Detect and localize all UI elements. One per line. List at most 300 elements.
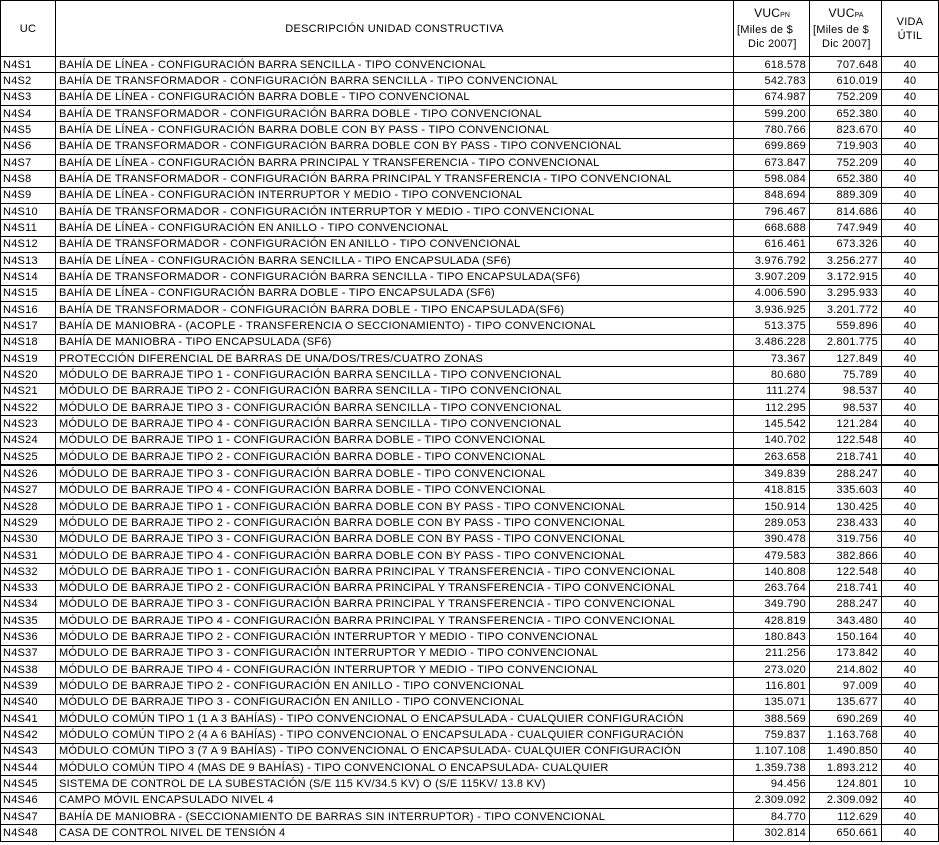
table-row (1, 694, 939, 710)
cell-uc: N4S19 (1, 350, 56, 366)
cell-vuc-pa: 238.433 (810, 515, 882, 531)
cell-descripcion: BAHÍA DE MANIOBRA - (SECCIONAMIENTO DE BARRAS SIN INTERRUPTOR) - TIPO CONVENCIONAL (56, 809, 734, 825)
cell-vida-util: 40 (882, 269, 939, 285)
cell-vuc-pa: 823.670 (810, 122, 882, 138)
header-vuc-pn-line2: [Miles de $ (737, 24, 793, 36)
table-body (1, 57, 939, 842)
cell-vida-util: 40 (882, 629, 939, 645)
table-row (1, 711, 939, 727)
cell-uc: N4S27 (1, 482, 56, 498)
cell-vuc-pn: 674.987 (734, 89, 810, 105)
table-row (1, 73, 939, 89)
cell-vuc-pn: 263.764 (734, 580, 810, 596)
table-row (1, 383, 939, 399)
cell-vuc-pn: 796.467 (734, 203, 810, 219)
cell-vida-util: 40 (882, 694, 939, 710)
table-row (1, 596, 939, 612)
cell-descripcion: MÓDULO DE BARRAJE TIPO 2 - CONFIGURACIÓN BARRA SENCILLA - TIPO CONVENCIONAL (56, 383, 734, 399)
table-row (1, 629, 939, 645)
cell-vuc-pn: 263.658 (734, 448, 810, 465)
header-vida-util (882, 1, 939, 57)
cell-vuc-pn: 111.274 (734, 383, 810, 399)
cell-descripcion: BAHÍA DE TRANSFORMADOR - CONFIGURACIÓN BARRA PRINCIPAL Y TRANSFERENCIA - TIPO CONVENCIONAL (56, 171, 734, 187)
cell-uc: N4S1 (1, 57, 56, 73)
cell-descripcion: MÓDULO DE BARRAJE TIPO 3 - CONFIGURACIÓN BARRA SENCILLA - TIPO CONVENCIONAL (56, 399, 734, 415)
cell-descripcion: MÓDULO DE BARRAJE TIPO 2 - CONFIGURACIÓN BARRA DOBLE CON BY PASS - TIPO CONVENCIONAL (56, 515, 734, 531)
cell-uc: N4S45 (1, 776, 56, 792)
cell-vuc-pn: 390.478 (734, 531, 810, 547)
cell-vuc-pn: 3.936.925 (734, 301, 810, 317)
cell-vida-util: 40 (882, 122, 939, 138)
cell-vida-util: 40 (882, 334, 939, 350)
cell-descripcion: BAHÍA DE TRANSFORMADOR - CONFIGURACIÓN BARRA SENCILLA - TIPO CONVENCIONAL (56, 73, 734, 89)
cell-vuc-pn: 140.702 (734, 432, 810, 448)
cell-uc: N4S8 (1, 171, 56, 187)
table-row (1, 252, 939, 268)
header-vuc-pa-line3: Dic 2007] (822, 38, 871, 50)
header-uc: UC (1, 1, 56, 57)
cell-uc: N4S25 (1, 448, 56, 465)
cell-descripcion: BAHÍA DE TRANSFORMADOR - CONFIGURACIÓN BARRA DOBLE - TIPO CONVENCIONAL (56, 105, 734, 121)
cell-descripcion: BAHÍA DE TRANSFORMADOR - CONFIGURACIÓN EN ANILLO - TIPO CONVENCIONAL (56, 236, 734, 252)
cell-uc: N4S24 (1, 432, 56, 448)
table-row (1, 645, 939, 661)
cell-uc: N4S28 (1, 498, 56, 514)
cell-vuc-pn: 542.783 (734, 73, 810, 89)
cell-vuc-pa: 173.842 (810, 645, 882, 661)
cell-uc: N4S17 (1, 318, 56, 334)
cell-vuc-pa: 652.380 (810, 105, 882, 121)
cell-uc: N4S10 (1, 203, 56, 219)
cell-descripcion: MÓDULO DE BARRAJE TIPO 4 - CONFIGURACIÓN BARRA DOBLE - TIPO CONVENCIONAL (56, 482, 734, 498)
cell-descripcion: MÓDULO DE BARRAJE TIPO 2 - CONFIGURACIÓN BARRA DOBLE - TIPO CONVENCIONAL (56, 448, 734, 465)
cell-vida-util: 40 (882, 432, 939, 448)
cell-vida-util: 40 (882, 416, 939, 432)
table-row (1, 482, 939, 498)
cell-descripcion: BAHÍA DE LÍNEA - CONFIGURACIÓN BARRA DOBLE - TIPO ENCAPSULADA (SF6) (56, 285, 734, 301)
cell-vuc-pa: 559.896 (810, 318, 882, 334)
cell-vuc-pn: 73.367 (734, 350, 810, 366)
cell-vuc-pa: 3.201.772 (810, 301, 882, 317)
cell-vuc-pn: 3.976.792 (734, 252, 810, 268)
cell-descripcion: MÓDULO DE BARRAJE TIPO 4 - CONFIGURACIÓN BARRA SENCILLA - TIPO CONVENCIONAL (56, 416, 734, 432)
cell-uc: N4S21 (1, 383, 56, 399)
cell-uc: N4S20 (1, 367, 56, 383)
cell-descripcion: MÓDULO DE BARRAJE TIPO 4 - CONFIGURACIÓN BARRA PRINCIPAL Y TRANSFERENCIA - TIPO CONVENCIONAL (56, 613, 734, 629)
header-vuc-pn-line3: Dic 2007] (748, 38, 797, 50)
cell-uc: N4S14 (1, 269, 56, 285)
cell-descripcion: MÓDULO DE BARRAJE TIPO 1 - CONFIGURACIÓN BARRA SENCILLA - TIPO CONVENCIONAL (56, 367, 734, 383)
cell-vida-util: 40 (882, 613, 939, 629)
cell-uc: N4S30 (1, 531, 56, 547)
table-row (1, 809, 939, 825)
cell-vida-util: 40 (882, 350, 939, 366)
cell-vuc-pa: 652.380 (810, 171, 882, 187)
cell-descripcion: CASA DE CONTROL NIVEL DE TENSIÓN 4 (56, 825, 734, 841)
cell-uc: N4S29 (1, 515, 56, 531)
cell-vida-util: 40 (882, 596, 939, 612)
cell-vida-util: 40 (882, 220, 939, 236)
cell-vuc-pn: 598.084 (734, 171, 810, 187)
cell-vuc-pa: 98.537 (810, 399, 882, 415)
cell-vuc-pa: 214.802 (810, 662, 882, 678)
cell-vuc-pa: 382.866 (810, 547, 882, 563)
cell-uc: N4S48 (1, 825, 56, 841)
header-vida-line2: ÚTIL (897, 29, 923, 42)
cell-vuc-pn: 1.359.738 (734, 760, 810, 776)
cell-vuc-pn: 211.256 (734, 645, 810, 661)
cell-vida-util: 40 (882, 448, 939, 465)
cell-vuc-pa: 122.548 (810, 564, 882, 580)
cell-vuc-pn: 2.309.092 (734, 792, 810, 808)
table-row (1, 465, 939, 482)
cell-uc: N4S34 (1, 596, 56, 612)
cell-vida-util: 40 (882, 318, 939, 334)
cell-descripcion: BAHÍA DE TRANSFORMADOR - CONFIGURACIÓN BARRA DOBLE CON BY PASS - TIPO CONVENCIONAL (56, 138, 734, 154)
table-row (1, 122, 939, 138)
cell-uc: N4S44 (1, 760, 56, 776)
table-row (1, 580, 939, 596)
cell-vida-util: 40 (882, 482, 939, 498)
cell-vida-util: 40 (882, 154, 939, 170)
header-vuc-pa (810, 1, 882, 57)
cell-vuc-pa: 121.284 (810, 416, 882, 432)
table-header-row (1, 1, 939, 57)
cell-vuc-pa: 124.801 (810, 776, 882, 792)
cell-vida-util: 40 (882, 547, 939, 563)
cell-vida-util: 40 (882, 285, 939, 301)
cell-vida-util: 40 (882, 662, 939, 678)
cell-descripcion: MÓDULO DE BARRAJE TIPO 2 - CONFIGURACIÓN INTERRUPTOR Y MEDIO - TIPO CONVENCIONAL (56, 629, 734, 645)
cell-descripcion: MÓDULO COMÚN TIPO 2 (4 A 6 BAHÍAS) - TIPO CONVENCIONAL O ENCAPSULADA - CUALQUIER CONFIGURACIÓN (56, 727, 734, 743)
cell-vuc-pn: 302.814 (734, 825, 810, 841)
cell-uc: N4S35 (1, 613, 56, 629)
cell-uc: N4S6 (1, 138, 56, 154)
cell-vida-util: 40 (882, 301, 939, 317)
cell-uc: N4S47 (1, 809, 56, 825)
cell-vuc-pa: 2.309.092 (810, 792, 882, 808)
table-row (1, 220, 939, 236)
cell-vuc-pn: 349.839 (734, 465, 810, 482)
cell-vuc-pa: 75.789 (810, 367, 882, 383)
cell-descripcion: BAHÍA DE MANIOBRA - (ACOPLE - TRANSFERENCIA O SECCIONAMIENTO) - TIPO CONVENCIONAL (56, 318, 734, 334)
cell-vuc-pa: 889.309 (810, 187, 882, 203)
cell-vuc-pa: 707.648 (810, 57, 882, 73)
table-row (1, 515, 939, 531)
cell-vuc-pa: 150.164 (810, 629, 882, 645)
table-row (1, 203, 939, 219)
cell-vuc-pn: 479.583 (734, 547, 810, 563)
header-vida-line1: VIDA (896, 15, 924, 28)
cell-vida-util: 40 (882, 89, 939, 105)
cell-vuc-pn: 4.006.590 (734, 285, 810, 301)
cell-vuc-pa: 98.537 (810, 383, 882, 399)
cell-vida-util: 40 (882, 825, 939, 841)
table-row (1, 318, 939, 334)
cell-vuc-pa: 288.247 (810, 465, 882, 482)
cell-vuc-pa: 673.326 (810, 236, 882, 252)
cell-vuc-pn: 388.569 (734, 711, 810, 727)
cell-vuc-pa: 719.903 (810, 138, 882, 154)
cell-uc: N4S40 (1, 694, 56, 710)
cell-uc: N4S38 (1, 662, 56, 678)
cell-vida-util: 40 (882, 743, 939, 759)
cell-vida-util: 40 (882, 105, 939, 121)
cell-vuc-pa: 127.849 (810, 350, 882, 366)
cell-vuc-pn: 668.688 (734, 220, 810, 236)
cell-vida-util: 40 (882, 531, 939, 547)
cell-vuc-pa: 690.269 (810, 711, 882, 727)
cell-descripcion: BAHÍA DE LÍNEA - CONFIGURACIÓN BARRA DOBLE - TIPO CONVENCIONAL (56, 89, 734, 105)
cell-uc: N4S39 (1, 678, 56, 694)
cell-vuc-pa: 752.209 (810, 154, 882, 170)
cell-vuc-pn: 116.801 (734, 678, 810, 694)
cell-vuc-pa: 135.677 (810, 694, 882, 710)
table-row (1, 613, 939, 629)
cell-vida-util: 40 (882, 580, 939, 596)
cell-vuc-pn: 289.053 (734, 515, 810, 531)
cell-vida-util: 40 (882, 138, 939, 154)
cell-vuc-pn: 848.694 (734, 187, 810, 203)
cell-descripcion: MÓDULO COMÚN TIPO 1 (1 A 3 BAHÍAS) - TIPO CONVENCIONAL O ENCAPSULADA - CUALQUIER CONFIGURACIÓN (56, 711, 734, 727)
cell-vuc-pn: 349.790 (734, 596, 810, 612)
table-row (1, 89, 939, 105)
cell-descripcion: MÓDULO DE BARRAJE TIPO 1 - CONFIGURACIÓN BARRA PRINCIPAL Y TRANSFERENCIA - TIPO CONVENCIONAL (56, 564, 734, 580)
cell-vuc-pa: 218.741 (810, 448, 882, 465)
table-row (1, 367, 939, 383)
table-row (1, 743, 939, 759)
header-vuc-pn-main: VUC (754, 6, 781, 20)
cell-descripcion: BAHÍA DE TRANSFORMADOR - CONFIGURACIÓN INTERRUPTOR Y MEDIO - TIPO CONVENCIONAL (56, 203, 734, 219)
cell-vuc-pn: 1.107.108 (734, 743, 810, 759)
cell-descripcion: BAHÍA DE LÍNEA - CONFIGURACIÓN BARRA DOBLE CON BY PASS - TIPO CONVENCIONAL (56, 122, 734, 138)
cell-vuc-pn: 180.843 (734, 629, 810, 645)
table-row (1, 531, 939, 547)
cell-vuc-pa: 752.209 (810, 89, 882, 105)
cell-vuc-pa: 319.756 (810, 531, 882, 547)
table-row (1, 105, 939, 121)
cell-vuc-pa: 1.893.212 (810, 760, 882, 776)
cell-vida-util: 10 (882, 776, 939, 792)
cell-descripcion: MÓDULO DE BARRAJE TIPO 1 - CONFIGURACIÓN BARRA DOBLE - TIPO CONVENCIONAL (56, 432, 734, 448)
table-row (1, 269, 939, 285)
header-vuc-pn (734, 1, 810, 57)
cell-vuc-pn: 599.200 (734, 105, 810, 121)
cell-vuc-pa: 650.661 (810, 825, 882, 841)
cell-vida-util: 40 (882, 187, 939, 203)
table-row (1, 236, 939, 252)
table-row (1, 678, 939, 694)
cell-vuc-pn: 618.578 (734, 57, 810, 73)
cell-uc: N4S7 (1, 154, 56, 170)
cell-descripcion: MÓDULO DE BARRAJE TIPO 4 - CONFIGURACIÓN INTERRUPTOR Y MEDIO - TIPO CONVENCIONAL (56, 662, 734, 678)
table-row (1, 285, 939, 301)
cell-vida-util: 40 (882, 383, 939, 399)
cell-descripcion: BAHÍA DE MANIOBRA - TIPO ENCAPSULADA (SF6) (56, 334, 734, 350)
cell-uc: N4S46 (1, 792, 56, 808)
cell-vuc-pn: 699.869 (734, 138, 810, 154)
cell-uc: N4S16 (1, 301, 56, 317)
cell-vuc-pa: 3.295.933 (810, 285, 882, 301)
cell-descripcion: BAHÍA DE LÍNEA - CONFIGURACIÓN BARRA SENCILLA - TIPO ENCAPSULADA (SF6) (56, 252, 734, 268)
cell-vida-util: 40 (882, 252, 939, 268)
cell-vuc-pn: 673.847 (734, 154, 810, 170)
cell-vuc-pa: 97.009 (810, 678, 882, 694)
table-row (1, 564, 939, 580)
table-row (1, 154, 939, 170)
cell-vuc-pa: 3.256.277 (810, 252, 882, 268)
table-row (1, 57, 939, 73)
table-row (1, 776, 939, 792)
cell-descripcion: MÓDULO DE BARRAJE TIPO 3 - CONFIGURACIÓN BARRA DOBLE - TIPO CONVENCIONAL (56, 465, 734, 482)
cell-vida-util: 40 (882, 645, 939, 661)
table-row (1, 448, 939, 465)
cell-vida-util: 40 (882, 73, 939, 89)
table-row (1, 498, 939, 514)
table-row (1, 334, 939, 350)
cell-descripcion: BAHÍA DE TRANSFORMADOR - CONFIGURACIÓN BARRA DOBLE - TIPO ENCAPSULADA(SF6) (56, 301, 734, 317)
cell-descripcion: MÓDULO COMÚN TIPO 4 (MAS DE 9 BAHÍAS) - TIPO CONVENCIONAL O ENCAPSULADA- CUALQUIER (56, 760, 734, 776)
cell-vida-util: 40 (882, 809, 939, 825)
cell-vuc-pn: 759.837 (734, 727, 810, 743)
cell-vuc-pn: 135.071 (734, 694, 810, 710)
cell-vida-util: 40 (882, 515, 939, 531)
cell-vida-util: 40 (882, 57, 939, 73)
cell-descripcion: PROTECCIÓN DIFERENCIAL DE BARRAS DE UNA/DOS/TRES/CUATRO ZONAS (56, 350, 734, 366)
cell-vida-util: 40 (882, 498, 939, 514)
cell-descripcion: MÓDULO DE BARRAJE TIPO 2 - CONFIGURACIÓN BARRA PRINCIPAL Y TRANSFERENCIA - TIPO CONVENCIONAL (56, 580, 734, 596)
cell-vuc-pn: 513.375 (734, 318, 810, 334)
cell-vuc-pn: 616.461 (734, 236, 810, 252)
cell-descripcion: MÓDULO DE BARRAJE TIPO 3 - CONFIGURACIÓN EN ANILLO - TIPO CONVENCIONAL (56, 694, 734, 710)
cell-descripcion: MÓDULO DE BARRAJE TIPO 3 - CONFIGURACIÓN BARRA DOBLE CON BY PASS - TIPO CONVENCIONAL (56, 531, 734, 547)
cell-uc: N4S3 (1, 89, 56, 105)
table-row (1, 399, 939, 415)
cell-vuc-pn: 145.542 (734, 416, 810, 432)
table-row (1, 171, 939, 187)
table-row (1, 727, 939, 743)
cell-vida-util: 40 (882, 711, 939, 727)
table-row (1, 825, 939, 841)
cell-uc: N4S31 (1, 547, 56, 563)
cell-vuc-pa: 747.949 (810, 220, 882, 236)
cell-vuc-pa: 814.686 (810, 203, 882, 219)
cell-uc: N4S41 (1, 711, 56, 727)
cell-vuc-pn: 780.766 (734, 122, 810, 138)
table-row (1, 138, 939, 154)
table-row (1, 792, 939, 808)
cell-vuc-pa: 3.172.915 (810, 269, 882, 285)
header-vuc-pa-line2: [Miles de $ (813, 24, 869, 36)
table-row (1, 416, 939, 432)
cell-vuc-pa: 335.603 (810, 482, 882, 498)
cell-vuc-pa: 343.480 (810, 613, 882, 629)
cell-vuc-pn: 418.815 (734, 482, 810, 498)
cell-vuc-pa: 610.019 (810, 73, 882, 89)
cell-vida-util: 40 (882, 203, 939, 219)
cell-uc: N4S13 (1, 252, 56, 268)
cell-descripcion: BAHÍA DE LÍNEA - CONFIGURACIÓN BARRA SENCILLA - TIPO CONVENCIONAL (56, 57, 734, 73)
cell-vuc-pa: 122.548 (810, 432, 882, 448)
cell-descripcion: BAHÍA DE LÍNEA - CONFIGURACIÓN INTERRUPTOR Y MEDIO - TIPO CONVENCIONAL (56, 187, 734, 203)
cell-uc: N4S11 (1, 220, 56, 236)
cell-uc: N4S36 (1, 629, 56, 645)
table-row (1, 350, 939, 366)
cell-vuc-pn: 428.819 (734, 613, 810, 629)
cell-vuc-pa: 1.490.850 (810, 743, 882, 759)
cell-vuc-pa: 2.801.775 (810, 334, 882, 350)
cell-uc: N4S23 (1, 416, 56, 432)
cell-uc: N4S37 (1, 645, 56, 661)
cell-uc: N4S2 (1, 73, 56, 89)
table-row (1, 760, 939, 776)
cell-uc: N4S26 (1, 465, 56, 482)
cell-uc: N4S15 (1, 285, 56, 301)
cell-uc: N4S22 (1, 399, 56, 415)
cell-descripcion: BAHÍA DE LÍNEA - CONFIGURACIÓN BARRA PRINCIPAL Y TRANSFERENCIA - TIPO CONVENCIONAL (56, 154, 734, 170)
cell-descripcion: BAHÍA DE LÍNEA - CONFIGURACIÓN EN ANILLO - TIPO CONVENCIONAL (56, 220, 734, 236)
cell-vuc-pa: 112.629 (810, 809, 882, 825)
cell-vida-util: 40 (882, 465, 939, 482)
cell-descripcion: CAMPO MÓVIL ENCAPSULADO NIVEL 4 (56, 792, 734, 808)
cell-vida-util: 40 (882, 678, 939, 694)
cell-vida-util: 40 (882, 367, 939, 383)
cell-descripcion: MÓDULO DE BARRAJE TIPO 1 - CONFIGURACIÓN BARRA DOBLE CON BY PASS - TIPO CONVENCIONAL (56, 498, 734, 514)
cell-vuc-pn: 140.808 (734, 564, 810, 580)
cell-vuc-pa: 218.741 (810, 580, 882, 596)
cell-vida-util: 40 (882, 760, 939, 776)
header-vuc-pa-main: VUC (828, 6, 855, 20)
table-row (1, 662, 939, 678)
cell-vida-util: 40 (882, 792, 939, 808)
cell-vuc-pn: 80.680 (734, 367, 810, 383)
cell-uc: N4S18 (1, 334, 56, 350)
cell-vida-util: 40 (882, 564, 939, 580)
header-descripcion: DESCRIPCIÓN UNIDAD CONSTRUCTIVA (56, 1, 734, 57)
cell-descripcion: MÓDULO DE BARRAJE TIPO 3 - CONFIGURACIÓN BARRA PRINCIPAL Y TRANSFERENCIA - TIPO CONVENCIONAL (56, 596, 734, 612)
header-vuc-pa-sub: PA (854, 12, 864, 19)
cell-uc: N4S33 (1, 580, 56, 596)
cell-uc: N4S5 (1, 122, 56, 138)
cell-uc: N4S4 (1, 105, 56, 121)
cell-vuc-pn: 94.456 (734, 776, 810, 792)
cell-vuc-pn: 150.914 (734, 498, 810, 514)
header-vuc-pn-sub: PN (780, 12, 790, 19)
cell-vuc-pa: 130.425 (810, 498, 882, 514)
cell-descripcion: MÓDULO COMÚN TIPO 3 (7 A 9 BAHÍAS) - TIPO CONVENCIONAL O ENCAPSULADA- CUALQUIER CONFIGURACIÓN (56, 743, 734, 759)
table-row (1, 187, 939, 203)
table-row (1, 547, 939, 563)
table-row (1, 432, 939, 448)
cell-uc: N4S43 (1, 743, 56, 759)
cell-vuc-pn: 273.020 (734, 662, 810, 678)
cell-descripcion: SISTEMA DE CONTROL DE LA SUBESTACIÓN (S/E 115 KV/34.5 KV) O (S/E 115KV/ 13.8 KV) (56, 776, 734, 792)
cell-vuc-pn: 3.486.228 (734, 334, 810, 350)
cell-descripcion: MÓDULO DE BARRAJE TIPO 2 - CONFIGURACIÓN EN ANILLO - TIPO CONVENCIONAL (56, 678, 734, 694)
cell-descripcion: MÓDULO DE BARRAJE TIPO 4 - CONFIGURACIÓN BARRA DOBLE CON BY PASS - TIPO CONVENCIONAL (56, 547, 734, 563)
cell-vida-util: 40 (882, 236, 939, 252)
cell-vuc-pn: 3.907.209 (734, 269, 810, 285)
table-row (1, 301, 939, 317)
cell-uc: N4S32 (1, 564, 56, 580)
cell-vuc-pn: 112.295 (734, 399, 810, 415)
cell-vuc-pa: 288.247 (810, 596, 882, 612)
cell-vida-util: 40 (882, 171, 939, 187)
cell-vida-util: 40 (882, 399, 939, 415)
cell-uc: N4S12 (1, 236, 56, 252)
cell-descripcion: MÓDULO DE BARRAJE TIPO 3 - CONFIGURACIÓN INTERRUPTOR Y MEDIO - TIPO CONVENCIONAL (56, 645, 734, 661)
cell-uc: N4S9 (1, 187, 56, 203)
